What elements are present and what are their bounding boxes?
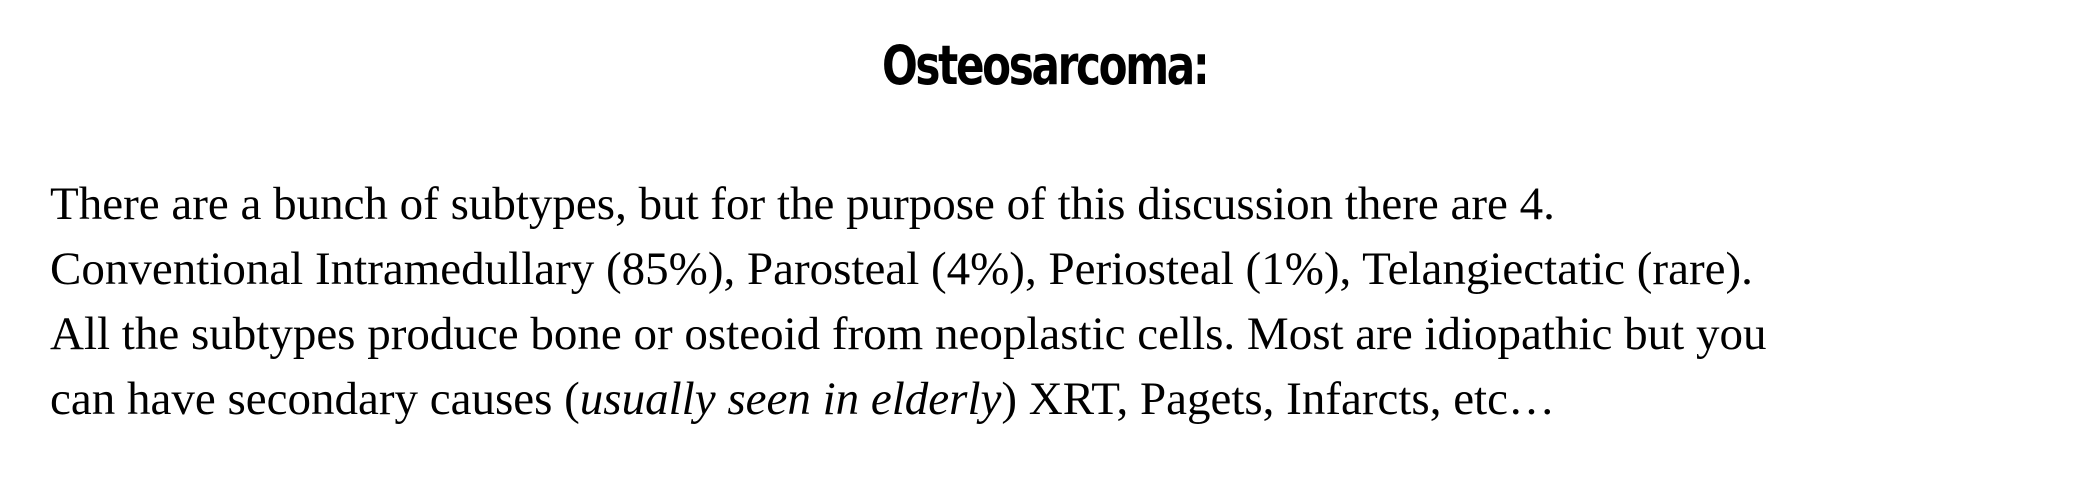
text-line-1: There are a bunch of subtypes, but for the purpose of this discussion there are 4. bbox=[50, 178, 1555, 230]
page-title: Osteosarcoma: bbox=[881, 34, 1208, 97]
body-paragraph bbox=[50, 172, 2060, 432]
italic-note: usually seen in elderly bbox=[579, 373, 1002, 425]
text-line-4-start: can have secondary causes ( bbox=[50, 373, 580, 425]
text-line-3: All the subtypes produce bone or osteoid from neoplastic cells. Most are idiopathic but you bbox=[50, 308, 1767, 360]
text-line-4-end: ) XRT, Pagets, Infarcts, etc… bbox=[1001, 373, 1555, 425]
text-line-4 bbox=[50, 367, 2060, 432]
text-line-2: Conventional Intramedullary (85%), Parosteal (4%), Periosteal (1%), Telangiectatic (rare). bbox=[50, 243, 1753, 295]
